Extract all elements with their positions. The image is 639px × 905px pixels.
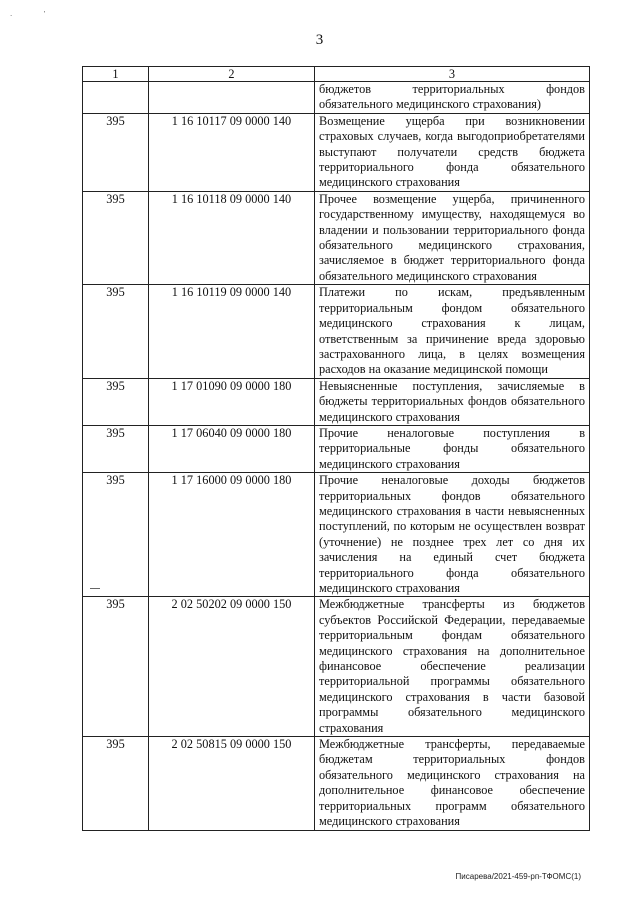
table-row <box>83 425 590 472</box>
budget-code-cell: 1 17 01090 09 0000 180 <box>149 378 315 425</box>
budget-code-cell: 1 16 10118 09 0000 140 <box>149 191 315 284</box>
revenue-name-cell: Прочие неналоговые поступления в территориальные фонды обязательного медицинского страхования <box>315 425 590 472</box>
revenue-name-cell: Платежи по искам, предъявленным территориальным фондом обязательного медицинского страхования к лицам, ответственным за причинение вреда здоровью застрахованного лица, в целях возмещения расходов на оказание медицинской помощи <box>315 285 590 378</box>
revenue-name-cell: Межбюджетные трансферты из бюджетов субъектов Российской Федерации, передаваемые территориальным фондам обязательного медицинского страхования на дополнительное финансовое обеспечение реализации территориальной программы обязательного медицинского страхования в части базовой программы обязательного медицинского страхования <box>315 597 590 737</box>
admin-code-cell: 395 <box>83 113 149 191</box>
revenue-name-cell: бюджетов территориальных фондов обязательного медицинского страхования) <box>315 82 590 114</box>
table-row <box>83 82 590 114</box>
table-row <box>83 737 590 830</box>
table-row <box>83 191 590 284</box>
document-footer-id: Писарева/2021-459-рп-ТФОМС(1) <box>455 872 581 881</box>
admin-code-cell: 395 <box>83 285 149 378</box>
budget-code-cell: 1 17 16000 09 0000 180 <box>149 473 315 597</box>
admin-code-cell: 395 <box>83 191 149 284</box>
revenue-codes-table <box>82 66 590 831</box>
column-header: 3 <box>315 67 590 82</box>
revenue-name-cell: Прочее возмещение ущерба, причиненного государственному имуществу, находящемуся во владении и пользовании территориального фонда обязательного медицинского страхования, зачисляемое в бюджет территориального фонда обязательного медицинского страхования <box>315 191 590 284</box>
table-header-row <box>83 67 590 82</box>
admin-code-cell: 395 <box>83 737 149 830</box>
table-row <box>83 378 590 425</box>
budget-code-cell: 1 17 06040 09 0000 180 <box>149 425 315 472</box>
budget-code-cell: 2 02 50815 09 0000 150 <box>149 737 315 830</box>
revenue-name-cell: Межбюджетные трансферты, передаваемые бюджетам территориальных фондов обязательного медицинского страхования на дополнительное финансовое обеспечение территориальных программ обязательного медицинского страхования <box>315 737 590 830</box>
budget-code-cell <box>149 82 315 114</box>
table-row <box>83 113 590 191</box>
table-row <box>83 597 590 737</box>
page-number: 3 <box>315 32 324 48</box>
admin-code-cell: 395 <box>83 378 149 425</box>
revenue-name-cell: Невыясненные поступления, зачисляемые в бюджеты территориальных фондов обязательного медицинского страхования <box>315 378 590 425</box>
margin-mark <box>90 588 100 589</box>
scan-speck: ' <box>44 10 46 18</box>
admin-code-cell: 395 <box>83 597 149 737</box>
revenue-name-cell: Возмещение ущерба при возникновении страховых случаев, когда выгодоприобретателями выступают получатели средств бюджета территориального фонда обязательного медицинского страхования <box>315 113 590 191</box>
admin-code-cell: 395 <box>83 473 149 597</box>
table-row <box>83 473 590 597</box>
scan-speck: ` <box>10 14 13 22</box>
budget-code-cell: 1 16 10117 09 0000 140 <box>149 113 315 191</box>
budget-code-cell: 2 02 50202 09 0000 150 <box>149 597 315 737</box>
column-header: 1 <box>83 67 149 82</box>
admin-code-cell <box>83 82 149 114</box>
table-row <box>83 285 590 378</box>
budget-code-cell: 1 16 10119 09 0000 140 <box>149 285 315 378</box>
column-header: 2 <box>149 67 315 82</box>
admin-code-cell: 395 <box>83 425 149 472</box>
revenue-name-cell: Прочие неналоговые доходы бюджетов территориальных фондов обязательного медицинского страхования в части невыясненных поступлений, по которым не осуществлен возврат (уточнение) не позднее трех лет со дня их зачисления на единый счет бюджета территориального фонда обязательного медицинского страхования <box>315 473 590 597</box>
